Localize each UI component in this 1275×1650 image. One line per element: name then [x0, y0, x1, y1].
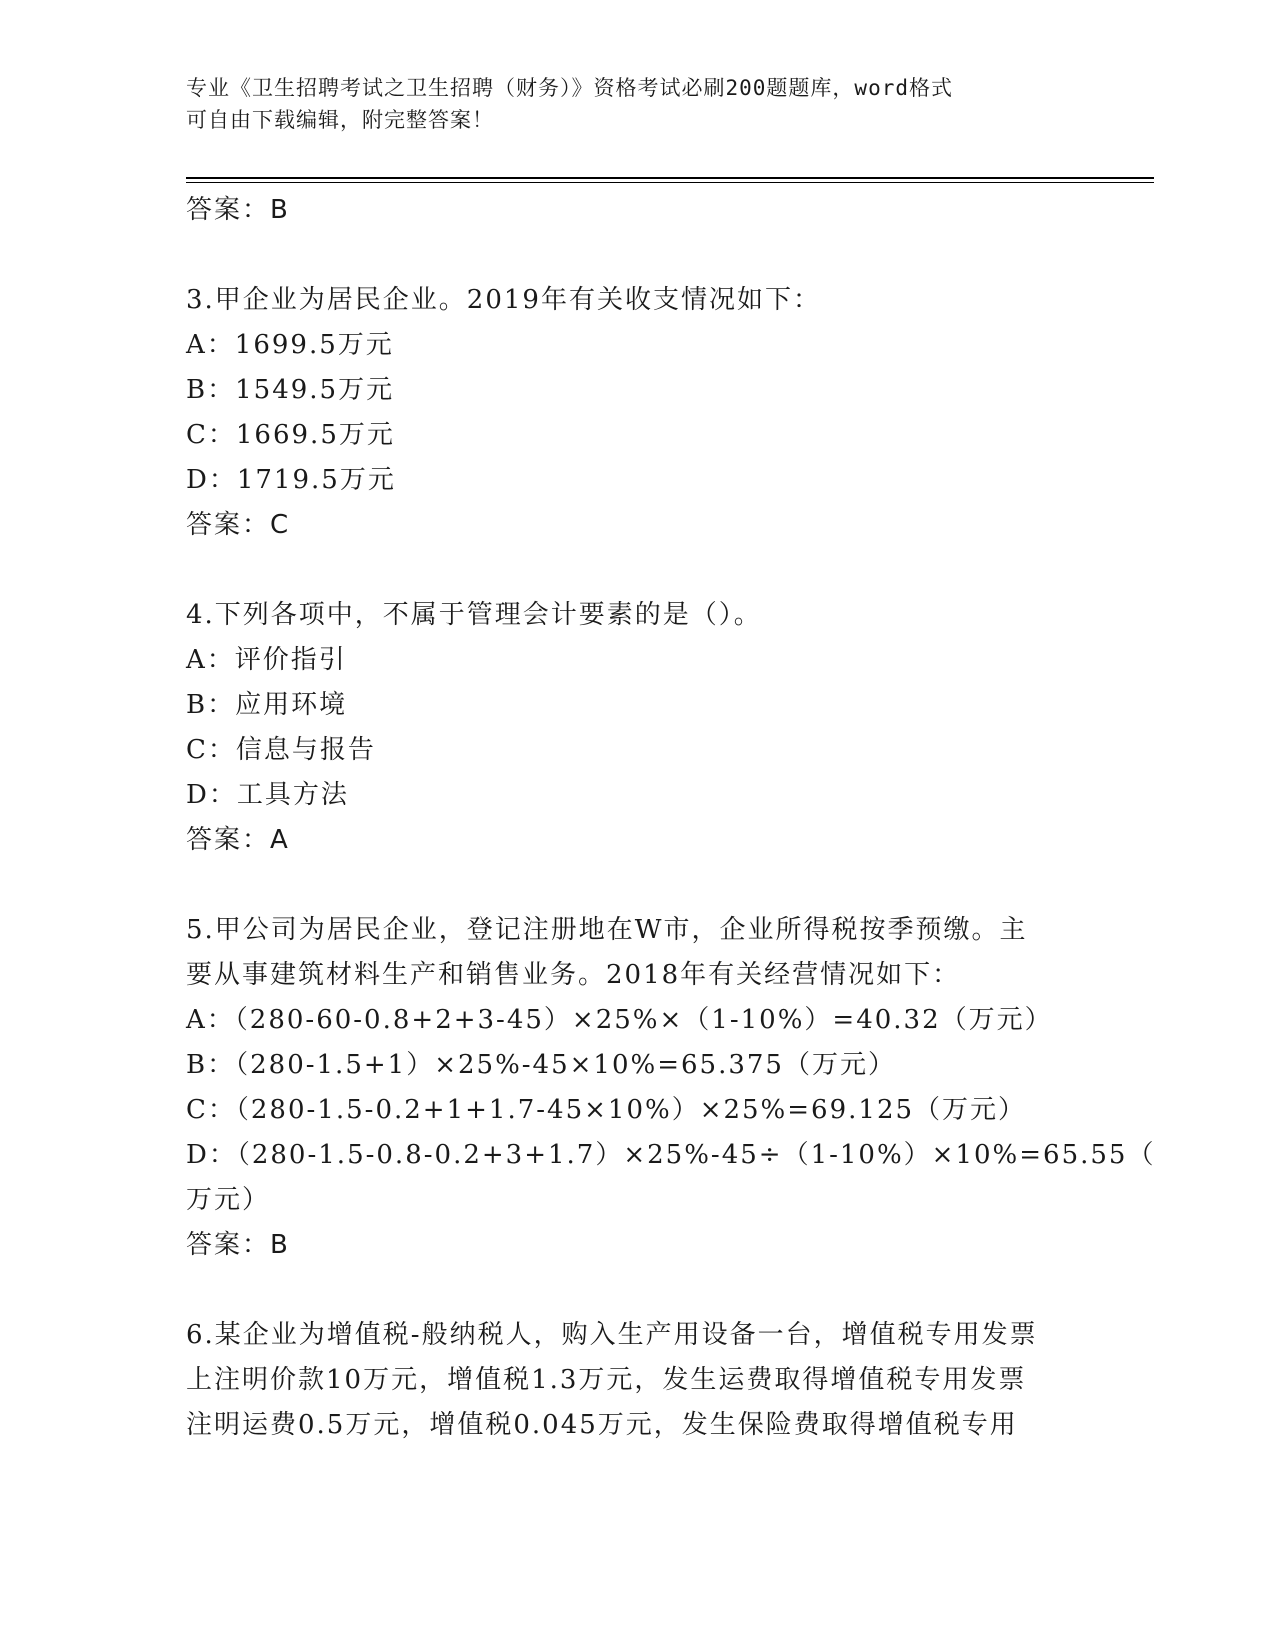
question-5-text: 5.甲公司为居民企业，登记注册地在W市，企业所得税按季预缴。主 要从事建筑材料生产和销售业务。2018年有关经营情况如下：: [186, 915, 1028, 990]
header-divider-thin: [186, 182, 1154, 183]
question-5-option-c: C：（280-1.5-0.2+1+1.7-45×10%）×25%=69.125（万元）: [186, 1095, 1027, 1125]
document-header: [186, 72, 1066, 136]
question-5-option-a: A：（280-60-0.8+2+3-45）×25%×（1-10%）=40.32（万元）: [186, 1005, 1053, 1035]
answer-q5: 答案：B: [186, 1230, 290, 1260]
header-divider-thick: [186, 177, 1154, 179]
header-line-2: 可自由下载编辑，附完整答案！: [186, 108, 494, 132]
question-6-text: 6.某企业为增值税-般纳税人，购入生产用设备一台，增值税专用发票 上注明价款10万元，增值税1.3万元，发生运费取得增值税专用发票 注明运费0.5万元，增值税0.045万元，发生保险费取得增值税专用: [186, 1320, 1038, 1440]
question-4-option-a: A：评价指引: [186, 645, 347, 675]
question-4-option-b: B：应用环境: [186, 690, 348, 720]
question-3-text: 3.甲企业为居民企业。2019年有关收支情况如下：: [186, 285, 821, 315]
question-3-option-c: C：1669.5万元: [186, 420, 395, 450]
question-4-option-d: D：工具方法: [186, 780, 349, 810]
question-6: [186, 1313, 1076, 1448]
question-list: [186, 188, 1156, 1448]
question-4-option-c: C：信息与报告: [186, 735, 376, 765]
question-4: [186, 593, 1076, 863]
question-3-option-a: A：1699.5万元: [186, 330, 394, 360]
question-3-option-b: B：1549.5万元: [186, 375, 395, 405]
question-4-text: 4.下列各项中，不属于管理会计要素的是（）。: [186, 600, 762, 630]
question-3-option-d: D：1719.5万元: [186, 465, 396, 495]
header-line-1: 专业《卫生招聘考试之卫生招聘（财务）》资格考试必刷200题题库，word格式: [186, 76, 953, 100]
question-5: [186, 908, 1156, 1268]
answer-q2: 答案：B: [186, 195, 290, 225]
question-5-option-d: D：（280-1.5-0.8-0.2+3+1.7）×25%-45÷（1-10%）×10%=65.55（ 万元）: [186, 1140, 1156, 1215]
answer-q4: 答案：A: [186, 825, 290, 855]
question-5-option-b: B：（280-1.5+1）×25%-45×10%=65.375（万元）: [186, 1050, 896, 1080]
answer-q3: 答案：C: [186, 510, 291, 540]
question-3: [186, 278, 1076, 548]
